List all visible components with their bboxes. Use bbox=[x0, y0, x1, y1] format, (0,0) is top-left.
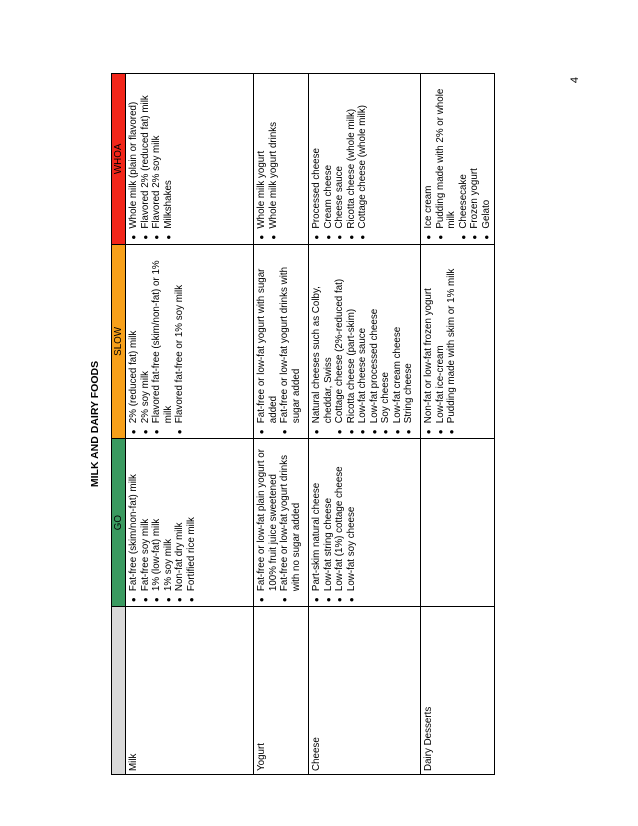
list-item: ● Low-fat cheese sauce bbox=[357, 248, 369, 424]
list-item: ● Ice cream bbox=[423, 77, 435, 229]
category-cell: Yogurt bbox=[254, 607, 309, 775]
list-item: ● Flavored 2% soy milk bbox=[151, 77, 163, 229]
header-row bbox=[112, 74, 126, 775]
list-item: ● Flavored fat-free or 1% soy milk bbox=[174, 248, 186, 424]
list-item: ● Cottage cheese (2%-reduced fat) bbox=[334, 248, 346, 424]
go-list bbox=[128, 442, 197, 603]
slow-list bbox=[128, 248, 186, 436]
header-whoa: WHOA bbox=[112, 74, 126, 245]
list-item: ● Low-fat soy cheese bbox=[346, 442, 358, 591]
list-item: ● Ricotta cheese (part-skim) bbox=[346, 248, 358, 424]
table-row bbox=[254, 74, 309, 775]
list-item: ● Frozen yogurt bbox=[469, 77, 481, 229]
list-item: ● Cheese sauce bbox=[334, 77, 346, 229]
rotated-document bbox=[86, 73, 492, 775]
list-item: ● Low-fat cream cheese bbox=[392, 248, 404, 424]
whoa-cell bbox=[254, 74, 309, 245]
whoa-list bbox=[311, 77, 369, 241]
list-item: ● Low-fat (1%) cottage cheese bbox=[334, 442, 346, 591]
whoa-cell bbox=[421, 74, 495, 245]
whoa-list bbox=[256, 77, 279, 241]
go-list bbox=[256, 442, 302, 603]
list-item: ● Pudding made with 2% or whole milk bbox=[435, 77, 458, 229]
list-item: ● Pudding made with skim or 1% milk bbox=[446, 248, 458, 424]
list-item: ● Low-fat processed cheese bbox=[369, 248, 381, 424]
list-item: ● Ricotta cheese (whole milk) bbox=[346, 77, 358, 229]
list-item: ● 1% (low-fat) milk bbox=[151, 442, 163, 591]
table-row bbox=[126, 74, 254, 775]
list-item: ● Fat-free or low-fat yogurt drinks with sugar added bbox=[279, 248, 302, 424]
go-list bbox=[311, 442, 357, 603]
list-item: ● Fat-free or low-fat yogurt with sugar added bbox=[256, 248, 279, 424]
list-item: ● 2% (reduced fat) milk bbox=[128, 248, 140, 424]
go-cell bbox=[421, 439, 495, 607]
header-blank bbox=[112, 607, 126, 775]
list-item: ● Non-fat dry milk bbox=[174, 442, 186, 591]
list-item: ● Cottage cheese (whole milk) bbox=[357, 77, 369, 229]
list-item: ● Whole milk yogurt drinks bbox=[268, 77, 280, 229]
slow-list bbox=[423, 248, 458, 436]
list-item: ● Cheesecake bbox=[458, 77, 470, 229]
document-title: MILK AND DAIRY FOODS bbox=[89, 360, 101, 488]
whoa-list bbox=[423, 77, 492, 241]
slow-cell bbox=[126, 244, 254, 439]
category-cell: Dairy Desserts bbox=[421, 607, 495, 775]
table-row bbox=[421, 74, 495, 775]
whoa-cell bbox=[126, 74, 254, 245]
list-item: ● Cream cheese bbox=[323, 77, 335, 229]
list-item: ● Flavored fat-free (skim/non-fat) or 1% milk bbox=[151, 248, 174, 424]
list-item: ● Processed cheese bbox=[311, 77, 323, 229]
list-item: ● Fat-free or low-fat yogurt drinks with no sugar added bbox=[279, 442, 302, 591]
header-go: GO bbox=[112, 439, 126, 607]
go-cell bbox=[126, 439, 254, 607]
food-table bbox=[111, 73, 495, 775]
list-item: ● Fat-free soy milk bbox=[140, 442, 152, 591]
category-cell: Milk bbox=[126, 607, 254, 775]
whoa-list bbox=[128, 77, 174, 241]
slow-list bbox=[311, 248, 415, 436]
list-item: ● 2% soy milk bbox=[140, 248, 152, 424]
list-item: ● String cheese bbox=[403, 248, 415, 424]
list-item: ● Fortified rice milk bbox=[186, 442, 198, 591]
category-cell: Cheese bbox=[309, 607, 421, 775]
slow-cell bbox=[421, 244, 495, 439]
list-item: ● Gelato bbox=[481, 77, 493, 229]
list-item: ● Flavored 2% (reduced fat) milk bbox=[140, 77, 152, 229]
list-item: ● Fat-free (skim/non-fat) milk bbox=[128, 442, 140, 591]
page-number: 4 bbox=[569, 76, 582, 84]
list-item: ● Low-fat ice-cream bbox=[435, 248, 447, 424]
list-item: ● Low-fat string cheese bbox=[323, 442, 335, 591]
list-item: ● Soy cheese bbox=[380, 248, 392, 424]
list-item: ● Whole milk (plain or flavored) bbox=[128, 77, 140, 229]
list-item: ● Part-skim natural cheese bbox=[311, 442, 323, 591]
list-item: ● Fat-free or low-fat plain yogurt or 100% fruit juice sweetened bbox=[256, 442, 279, 591]
go-cell bbox=[309, 439, 421, 607]
header-slow: SLOW bbox=[112, 244, 126, 439]
slow-cell bbox=[254, 244, 309, 439]
slow-list bbox=[256, 248, 302, 436]
slow-cell bbox=[309, 244, 421, 439]
go-cell bbox=[254, 439, 309, 607]
list-item: ● 1% soy milk bbox=[163, 442, 175, 591]
list-item: ● Milkshakes bbox=[163, 77, 175, 229]
list-item: ● Natural cheeses such as Colby, cheddar, Swiss bbox=[311, 248, 334, 424]
table-row bbox=[309, 74, 421, 775]
whoa-cell bbox=[309, 74, 421, 245]
list-item: ● Non-fat or low-fat frozen yogurt bbox=[423, 248, 435, 424]
list-item: ● Whole milk yogurt bbox=[256, 77, 268, 229]
